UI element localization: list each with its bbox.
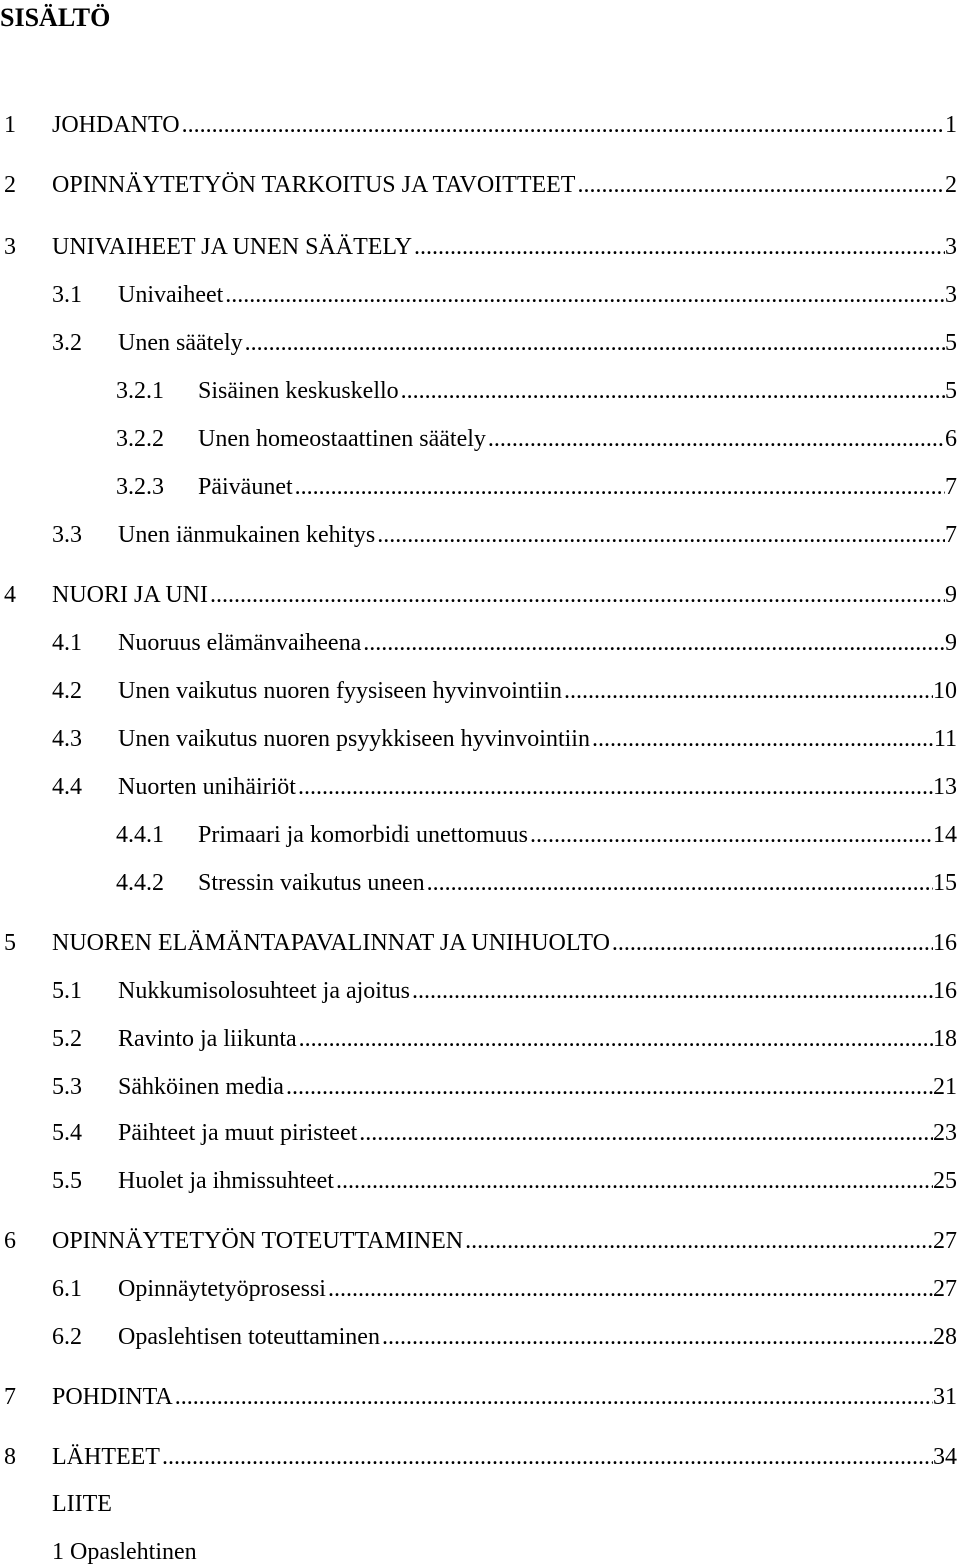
toc-leader-dots bbox=[486, 424, 945, 454]
toc-leader-dots bbox=[296, 772, 933, 802]
toc-entry-number: 4.2 bbox=[52, 678, 82, 704]
toc-entry-title: JOHDANTO bbox=[52, 112, 180, 138]
toc-entry-title: Nuoruus elämänvaiheena bbox=[118, 630, 362, 656]
toc-entry-title: Stressin vaikutus uneen bbox=[198, 870, 425, 896]
toc-entry-title: Primaari ja komorbidi unettomuus bbox=[198, 822, 528, 848]
toc-entry-title: Unen säätely bbox=[118, 330, 243, 356]
toc-entry-title: NUORI JA UNI bbox=[52, 582, 208, 608]
toc-entry-title: Päiväunet bbox=[198, 474, 293, 500]
toc-leader-dots bbox=[425, 868, 933, 898]
toc-entry-number: 5.5 bbox=[52, 1168, 82, 1194]
toc-entry-page: 15 bbox=[933, 870, 957, 896]
toc-entry-title: Unen iänmukainen kehitys bbox=[118, 522, 376, 548]
toc-leader-dots bbox=[208, 580, 945, 610]
toc-leader-dots bbox=[180, 110, 945, 140]
toc-entry-title: OPINNÄYTETYÖN TOTEUTTAMINEN bbox=[52, 1228, 464, 1254]
toc-leader-dots bbox=[284, 1072, 933, 1102]
toc-entry-page: 31 bbox=[933, 1384, 957, 1410]
toc-entry[interactable] bbox=[116, 868, 957, 898]
toc-entry-number: 3.3 bbox=[52, 522, 82, 548]
toc-entry-page: 9 bbox=[945, 630, 957, 656]
toc-entry[interactable] bbox=[52, 280, 957, 310]
toc-entry-title: LÄHTEET bbox=[52, 1444, 160, 1470]
toc-entry-number: 2 bbox=[4, 172, 16, 198]
toc-leader-dots bbox=[610, 928, 933, 958]
appendix-item: 1 Opaslehtinen bbox=[52, 1539, 197, 1565]
toc-leader-dots bbox=[590, 724, 934, 754]
toc-entry-page: 21 bbox=[933, 1074, 957, 1100]
toc-entry-number: 7 bbox=[4, 1384, 16, 1410]
toc-leader-dots bbox=[412, 232, 945, 262]
toc-entry[interactable] bbox=[4, 1226, 957, 1256]
toc-entry[interactable] bbox=[4, 232, 957, 262]
toc-entry-number: 6.2 bbox=[52, 1324, 82, 1350]
toc-entry[interactable] bbox=[116, 376, 957, 406]
toc-entry[interactable] bbox=[116, 424, 957, 454]
toc-entry-page: 28 bbox=[933, 1324, 957, 1350]
toc-entry-page: 6 bbox=[945, 426, 957, 452]
toc-entry-number: 6 bbox=[4, 1228, 16, 1254]
toc-entry-page: 5 bbox=[945, 330, 957, 356]
toc-entry-title: Päihteet ja muut piristeet bbox=[118, 1120, 358, 1146]
toc-entry[interactable] bbox=[116, 472, 957, 502]
toc-entry-number: 3 bbox=[4, 234, 16, 260]
toc-entry-page: 11 bbox=[933, 726, 957, 752]
toc-leader-dots bbox=[463, 1226, 933, 1256]
toc-leader-dots bbox=[223, 280, 945, 310]
toc-entry[interactable] bbox=[4, 1442, 957, 1472]
toc-entry[interactable] bbox=[52, 328, 957, 358]
toc-entry-number: 4.3 bbox=[52, 726, 82, 752]
toc-leader-dots bbox=[410, 976, 933, 1006]
toc-entry-number: 3.2.2 bbox=[116, 426, 164, 452]
toc-leader-dots bbox=[357, 1118, 933, 1148]
toc-entry-title: Unen vaikutus nuoren fyysiseen hyvinvointiin bbox=[118, 678, 562, 704]
toc-entry-title: Nukkumisolosuhteet ja ajoitus bbox=[118, 978, 410, 1004]
toc-entry-title: Opinnäytetyöprosessi bbox=[118, 1276, 326, 1302]
toc-entry-number: 5.3 bbox=[52, 1074, 82, 1100]
toc-entry[interactable] bbox=[52, 1274, 957, 1304]
toc-entry[interactable] bbox=[4, 928, 957, 958]
toc-entry-number: 4.4.1 bbox=[116, 822, 164, 848]
toc-entry-page: 27 bbox=[933, 1228, 957, 1254]
toc-entry-number: 5 bbox=[4, 930, 16, 956]
toc-entry-title: Ravinto ja liikunta bbox=[118, 1026, 297, 1052]
toc-entry[interactable] bbox=[52, 1072, 957, 1102]
toc-entry-title: Univaiheet bbox=[118, 282, 224, 308]
toc-entry-page: 3 bbox=[945, 282, 957, 308]
toc-entry-title: NUOREN ELÄMÄNTAPAVALINNAT JA UNIHUOLTO bbox=[52, 930, 610, 956]
toc-entry-title: POHDINTA bbox=[52, 1384, 173, 1410]
toc-entry-page: 14 bbox=[933, 822, 957, 848]
toc-entry[interactable] bbox=[52, 1118, 957, 1148]
toc-entry-number: 4.4 bbox=[52, 774, 82, 800]
toc-entry-title: Nuorten unihäiriöt bbox=[118, 774, 296, 800]
toc-entry[interactable] bbox=[52, 520, 957, 550]
toc-entry-number: 8 bbox=[4, 1444, 16, 1470]
toc-leader-dots bbox=[293, 472, 945, 502]
toc-entry-page: 25 bbox=[933, 1168, 957, 1194]
toc-entry-page: 10 bbox=[933, 678, 957, 704]
toc-entry-title: Sisäinen keskuskello bbox=[198, 378, 399, 404]
toc-entry-number: 4.1 bbox=[52, 630, 82, 656]
toc-entry-page: 7 bbox=[945, 474, 957, 500]
toc-entry[interactable] bbox=[116, 820, 957, 850]
toc-entry[interactable] bbox=[4, 580, 957, 610]
toc-entry-title: Opaslehtisen toteuttaminen bbox=[118, 1324, 380, 1350]
toc-entry-title: Sähköinen media bbox=[118, 1074, 284, 1100]
toc-entry-number: 5.1 bbox=[52, 978, 82, 1004]
toc-entry[interactable] bbox=[52, 976, 957, 1006]
toc-entry-number: 4.4.2 bbox=[116, 870, 164, 896]
toc-entry[interactable] bbox=[52, 724, 957, 754]
toc-entry[interactable] bbox=[52, 676, 957, 706]
toc-entry-number: 5.2 bbox=[52, 1026, 82, 1052]
appendix-label: LIITE bbox=[52, 1491, 112, 1517]
toc-leader-dots bbox=[528, 820, 933, 850]
toc-leader-dots bbox=[173, 1382, 933, 1412]
toc-entry[interactable] bbox=[52, 1322, 957, 1352]
toc-entry-number: 3.2 bbox=[52, 330, 82, 356]
toc-leader-dots bbox=[375, 520, 945, 550]
toc-entry-page: 34 bbox=[933, 1444, 957, 1470]
toc-entry-page: 2 bbox=[945, 172, 957, 198]
toc-entry-page: 18 bbox=[933, 1026, 957, 1052]
toc-leader-dots bbox=[380, 1322, 933, 1352]
toc-entry-number: 6.1 bbox=[52, 1276, 82, 1302]
toc-entry[interactable] bbox=[4, 170, 957, 200]
toc-leader-dots bbox=[160, 1442, 933, 1472]
toc-entry-number: 3.1 bbox=[52, 282, 82, 308]
toc-entry-title: OPINNÄYTETYÖN TARKOITUS JA TAVOITTEET bbox=[52, 172, 576, 198]
toc-entry[interactable] bbox=[52, 1166, 957, 1196]
toc-entry-number: 1 bbox=[4, 112, 16, 138]
toc-entry-page: 23 bbox=[933, 1120, 957, 1146]
toc-leader-dots bbox=[575, 170, 945, 200]
toc-leader-dots bbox=[562, 676, 933, 706]
toc-entry-title: Unen vaikutus nuoren psyykkiseen hyvinvointiin bbox=[118, 726, 590, 752]
toc-leader-dots bbox=[243, 328, 945, 358]
toc-entry[interactable] bbox=[52, 772, 957, 802]
toc-leader-dots bbox=[297, 1024, 933, 1054]
toc-entry[interactable] bbox=[52, 628, 957, 658]
toc-entry-page: 13 bbox=[933, 774, 957, 800]
toc-entry-page: 16 bbox=[933, 930, 957, 956]
toc-entry-page: 9 bbox=[945, 582, 957, 608]
toc-entry-title: Unen homeostaattinen säätely bbox=[198, 426, 486, 452]
toc-entry[interactable] bbox=[4, 110, 957, 140]
toc-entry-page: 7 bbox=[945, 522, 957, 548]
toc-entry-number: 5.4 bbox=[52, 1120, 82, 1146]
toc-entry-number: 4 bbox=[4, 582, 16, 608]
toc-entry-page: 16 bbox=[933, 978, 957, 1004]
toc-entry-number: 3.2.3 bbox=[116, 474, 164, 500]
toc-entry-page: 5 bbox=[945, 378, 957, 404]
toc-leader-dots bbox=[399, 376, 945, 406]
toc-entry-number: 3.2.1 bbox=[116, 378, 164, 404]
toc-entry[interactable] bbox=[52, 1024, 957, 1054]
toc-entry-page: 27 bbox=[933, 1276, 957, 1302]
toc-entry-title: UNIVAIHEET JA UNEN SÄÄTELY bbox=[52, 234, 413, 260]
toc-leader-dots bbox=[361, 628, 945, 658]
toc-leader-dots bbox=[334, 1166, 933, 1196]
toc-entry-title: Huolet ja ihmissuhteet bbox=[118, 1168, 334, 1194]
toc-entry[interactable] bbox=[4, 1382, 957, 1412]
toc-heading: SISÄLTÖ bbox=[0, 3, 111, 32]
toc-entry-page: 3 bbox=[945, 234, 957, 260]
toc-leader-dots bbox=[326, 1274, 933, 1304]
toc-entry-page: 1 bbox=[945, 112, 957, 138]
